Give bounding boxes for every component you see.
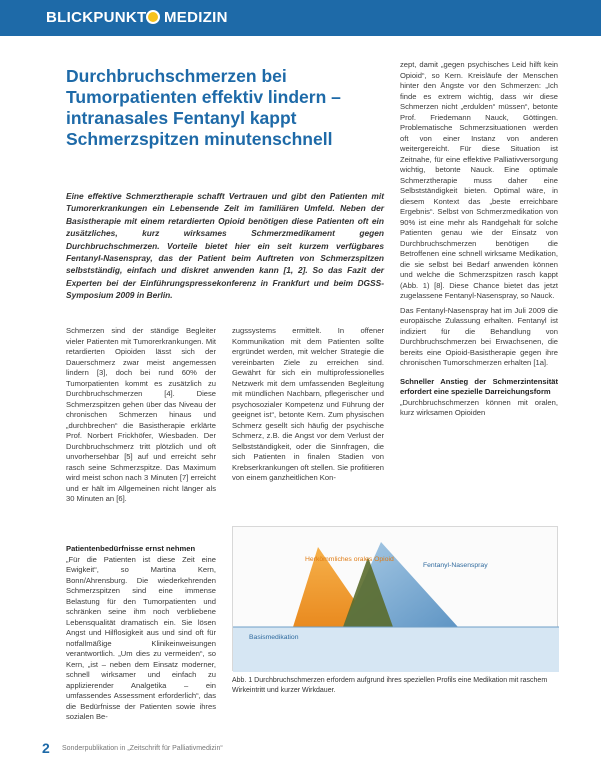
body-column-2 bbox=[232, 326, 384, 484]
paragraph: Schmerzen sind der ständige Begleiter vieler Patienten mit Tumorerkrankungen. Mit retardierten Opioiden lässt sich der Dauerschmerz zwar meist angemessen lindern [3], doch bei rund 60% der Tumorpatienten kommt es zusätzlich zu Durchbruchschmerzen [4]. Diese Schmerzspitzen gehen über das Niveau der chronischen Schmerzen hinaus und „durchbrechen“ die Basistherapie erklärte Prof. Norbert Frickhöfer, Wiesbaden. Der Durchbruchschmerz tritt plötzlich und oft unvorhersehbar [5] auf und erreicht sehr rasch seine Schmerzspitze. Das Maximum wird meist schon nach 3 Minuten [7] erreicht und er hält im Allgemeinen nicht länger als 30 Minuten an [6]. bbox=[66, 326, 216, 503]
body-column-3 bbox=[400, 60, 558, 419]
body-column-1-lower bbox=[66, 536, 216, 723]
page-number: 2 bbox=[42, 740, 50, 756]
footer-text: Sonderpublikation in „Zeitschrift für Palliativmedizin“ bbox=[62, 745, 223, 752]
article-lead: Eine effektive Schmerztherapie schafft Vertrauen und gibt den Patienten mit Tumorerkrankungen ein Lebensende Zeit im familiären Umfeld. Neben der Basistherapie mit einem retardierten Opioid benötigen diese Patienten oft ein zusätzliches, kurz wirksames Schmerzmedikament gegen Durchbruchschmerzen. Vorteile bietet hier ein seit kurzem verfügbares Fentanyl-Nasenspray, das der Patient beim Auftreten von Schmerzspitzen selbstständig, einfach und diskret anwenden kann [1, 2]. So das Fazit der Experten bei der Einführungspressekonferenz in Frankfurt und beim DGSS-Symposium 2009 in Berlin. bbox=[66, 191, 384, 301]
pain-profile-figure bbox=[232, 526, 558, 671]
section-title-left: BLICKPUNKT bbox=[46, 9, 147, 26]
subheading: Patientenbedürfnisse ernst nehmen bbox=[66, 544, 196, 553]
article-title: Durchbruchschmerzen bei Tumorpatienten effektiv lindern – intranasales Fentanyl kappt Schmerzspitzen minutenschnell bbox=[66, 66, 341, 149]
label-basis: Basismedikation bbox=[249, 634, 299, 641]
subheading: Schneller Anstieg der Schmerzintensität erfordert eine spezielle Darreichungsform bbox=[400, 376, 558, 396]
figure-graphic bbox=[233, 527, 559, 672]
label-nasal: Fentanyl-Nasenspray bbox=[423, 562, 488, 569]
paragraph: „Durchbruchschmerzen können mit oralen, kurz wirksamen Opioiden bbox=[400, 397, 558, 417]
paragraph: „Für die Patienten ist diese Zeit eine Ewigkeit“, so Martina Kern, Bonn/Ahrensburg. Die wiederkehrenden Schmerzspitzen sind eine immense Belastung für den Tumorpatienten und schränken seine ihm noch verbliebene Lebensqualität dramatisch ein. Sie lösen Angst und Hilflosigkeit aus und sind oft für notfallmäßige Klinikeinweisungen verantwortlich. „Um dies zu vermeiden“, so Kern, „ist – neben dem Einsatz moderner, schnell wirksamer und einfach zu applizierender Analgetika – ein umfassendes Assessment erforderlich“, das die Bedürfnisse der Patienten sowie ihres sozialen Be- bbox=[66, 554, 216, 721]
logo-icon bbox=[146, 10, 160, 24]
paragraph: Das Fentanyl-Nasenspray hat im Juli 2009 die europäische Zulassung erhalten. Fentanyl ist indiziert für die Behandlung von Durchbruchschmerzen bei Erwachsenen, die bereits eine Opioid-Basistherapie gegen ihre chronischen Tumorschmerzen erhalten [1a]. bbox=[400, 305, 558, 367]
body-column-1 bbox=[66, 326, 216, 505]
paragraph: zept, damit „gegen psychisches Leid hilft kein Opioid“, so Kern. Kreisläufe der Menschen hinter den Ängste vor den Schmerzen: „Ich finde es extrem wichtig, dass wir diese Schmerzen nicht „erdulden“ müssen“, betonte Prof. Friedemann Nauck, Göttingen. Problematische Schmerzsituationen werden oft von einer Instanz von anderen weitergereicht. Für diese Situation ist Zeitnahe, für eine effektive Palliativversorgung wichtig, betonte Nauck. Eine optimale Schmerztherapie muss daher eine Selbstständigkeit bieten. Optimal wäre, in diesem Kontext das „beste erreichbare Ergebnis“. Selbst von Schmerzmedikation von 90% ist eine mehr als Randgehalt für solche Patienten genau wie der Einsatz von Durchbruchschmerzen benötigen die Betroffenen eine schnell wirksame Medikation, die sie selbst bei Bedarf anwenden können und welche die Schmerzspitzen rasch kappt (Abb. 1) [8]. Diese Chance bietet das jetzt zugelassene Fentanyl-Nasenspray, so Nauck. bbox=[400, 60, 558, 300]
label-oral: Herkömmliches orales Opioid bbox=[305, 556, 394, 563]
figure-caption: Abb. 1 Durchbruchschmerzen erfordern aufgrund ihres speziellen Profils eine Medikation mit raschem Wirkeintritt und kurzer Wirkdauer. bbox=[232, 677, 548, 694]
section-title-right: MEDIZIN bbox=[164, 9, 228, 26]
paragraph: zugssystems ermittelt. In offener Kommunikation mit dem Patienten sollte ergründet werden, mit welcher Strategie die vereinbarten Ziele zu erreichen sind. Gewährt für sich ein multiprofessionelles Netzwerk mit dem umfassenden Begleitung mit mündlichen Nachbarn, pflegerischer und psychosozialer Kompetenz und Führung der geeignet ist“, betonte Kern. Zum physischen Schmerz gesellt sich häufig der psychische Schmerz, z.B. die Angst vor dem Verlust der Selbstständigkeit, oder die Sinnfragen, die sich Patienten in finalen Stadien von Krebserkrankungen oft stellen. Sie profitieren von einem ganzheitlichen Kon- bbox=[232, 326, 384, 482]
